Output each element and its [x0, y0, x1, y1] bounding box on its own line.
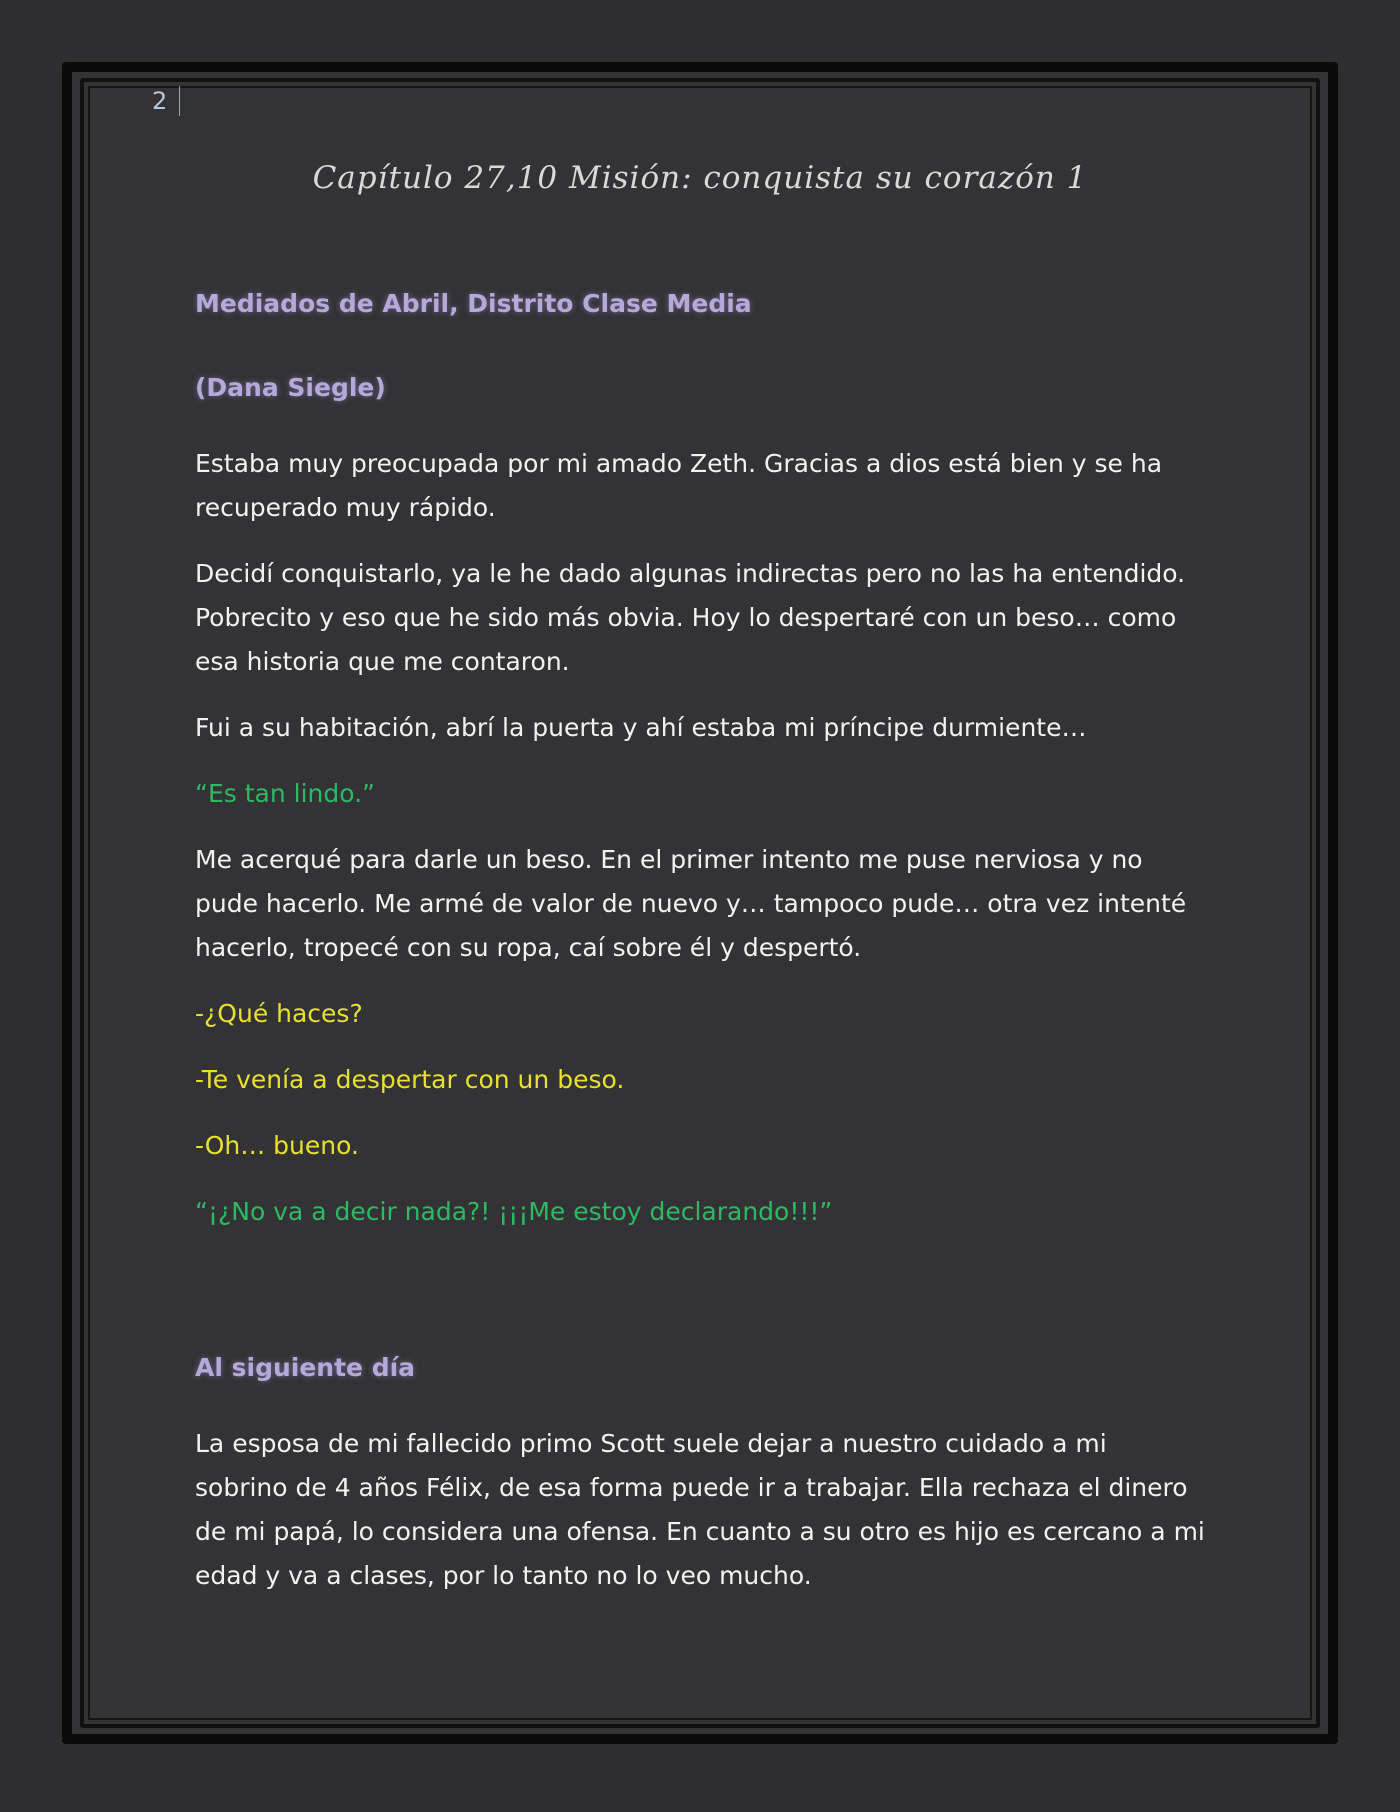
section-heading-1: Mediados de Abril, Distrito Clase Media: [195, 289, 752, 318]
paragraph: Fui a su habitación, abrí la puerta y ahí estaba mi príncipe durmiente…: [195, 713, 1087, 742]
paragraph: Decidí conquistarlo, ya le he dado algunas indirectas pero no las ha entendido. Pobrecito y eso que he sido más obvia. Hoy lo despertaré con un beso… como esa historia que me contaron.: [195, 559, 1186, 676]
body-content: [195, 282, 1205, 1620]
thought-line: “Es tan lindo.”: [195, 779, 375, 808]
section-heading-2: Al siguiente día: [195, 1353, 416, 1382]
page-number: 2: [152, 86, 180, 116]
thought-line: “¡¿No va a decir nada?! ¡¡¡Me estoy declarando!!!”: [195, 1197, 833, 1226]
paragraph: Estaba muy preocupada por mi amado Zeth. Gracias a dios está bien y se ha recuperado muy rápido.: [195, 449, 1163, 522]
dialogue-line: -Te venía a despertar con un beso.: [195, 1065, 625, 1094]
dialogue-line: -Oh… bueno.: [195, 1131, 359, 1160]
paragraph: Me acerqué para darle un beso. En el primer intento me puse nerviosa y no pude hacerlo. Me armé de valor de nuevo y… tampoco pude… otra vez intenté hacerlo, tropecé con su ropa, caí sobre él y despertó.: [195, 845, 1187, 962]
chapter-title: Capítulo 27,10 Misión: conquista su corazón 1: [312, 160, 1088, 196]
dialogue-line: -¿Qué haces?: [195, 999, 363, 1028]
section-spacer: [195, 1256, 1205, 1346]
pov-label: (Dana Siegle): [195, 373, 386, 402]
paragraph: La esposa de mi fallecido primo Scott suele dejar a nuestro cuidado a mi sobrino de 4 años Félix, de esa forma puede ir a trabajar. Ella rechaza el dinero de mi papá, lo considera una ofensa. En cuanto a su otro es hijo es cercano a mi edad y va a clases, por lo tanto no lo veo mucho.: [195, 1429, 1205, 1590]
